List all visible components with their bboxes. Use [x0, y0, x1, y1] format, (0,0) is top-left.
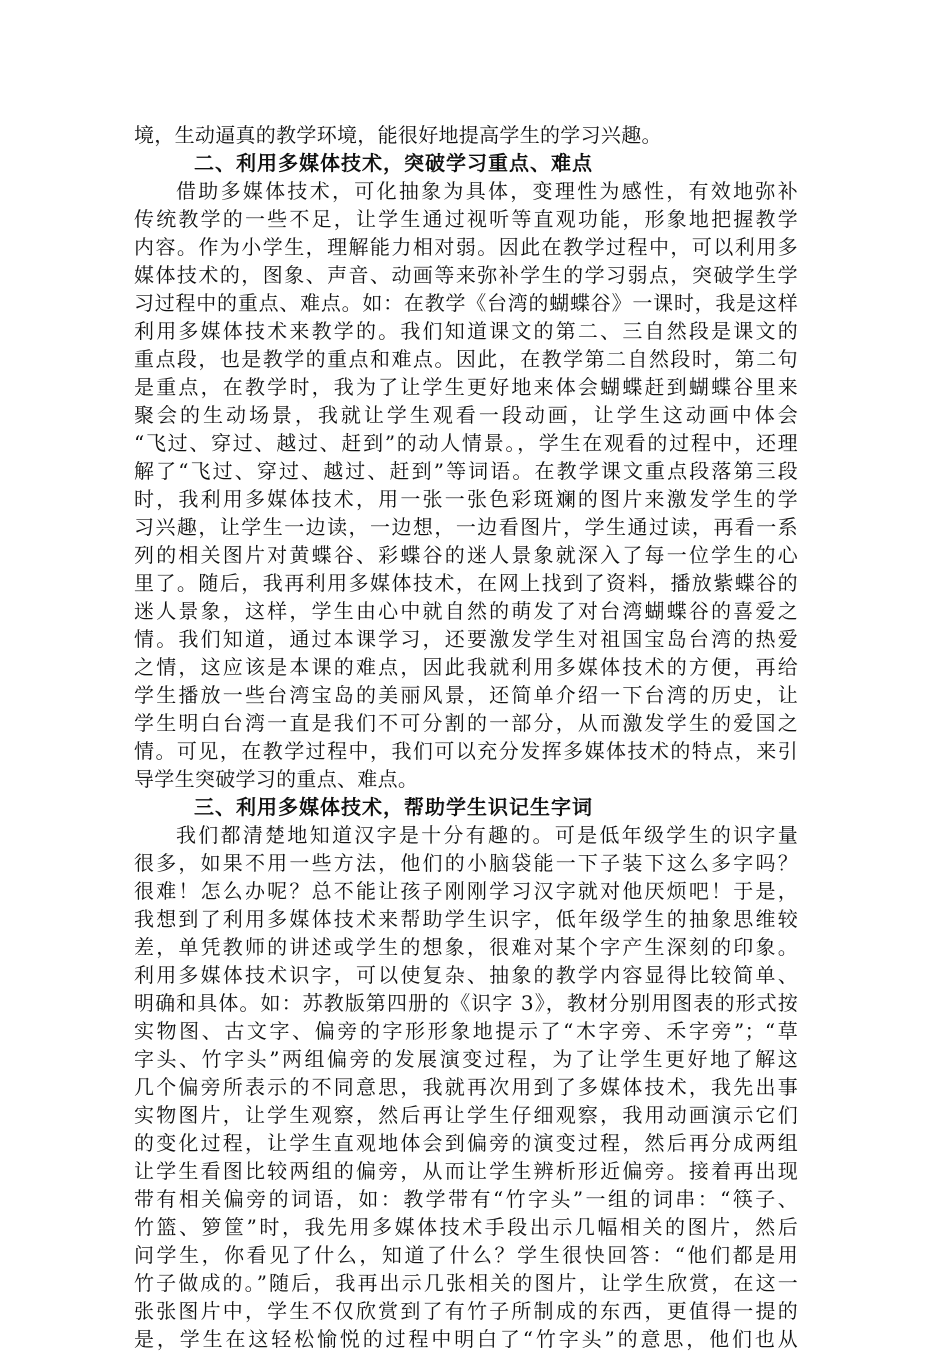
paragraph-line: 内容。作为小学生，理解能力相对弱。因此在教学过程中，可以利用多: [134, 235, 798, 259]
paragraph-line: 境，生动逼真的教学环境，能很好地提高学生的学习兴趣。: [134, 123, 662, 147]
paragraph-line: 竹篮、箩筐”时，我先用多媒体技术手段出示几幅相关的图片，然后: [134, 1215, 798, 1239]
paragraph-line: 聚会的生动场景，我就让学生观看一段动画，让学生这动画中体会: [134, 403, 798, 427]
paragraph-line: 习过程中的重点、难点。如：在教学《台湾的蝴蝶谷》一课时，我是这样: [134, 291, 798, 315]
paragraph-line: 几个偏旁所表示的不同意思，我就再次用到了多媒体技术，我先出事: [134, 1075, 798, 1099]
paragraph-line: 是重点，在教学时，我为了让学生更好地来体会蝴蝶赶到蝴蝶谷里来: [134, 375, 798, 399]
paragraph-line: 的变化过程，让学生直观地体会到偏旁的演变过程，然后再分成两组: [134, 1131, 798, 1155]
paragraph-line: 学生播放一些台湾宝岛的美丽风景，还简单介绍一下台湾的历史，让: [134, 683, 798, 707]
paragraph-line: 导学生突破学习的重点、难点。: [134, 767, 419, 791]
paragraph-line: 重点段，也是教学的重点和难点。因此，在教学第二自然段时，第二句: [134, 347, 798, 371]
paragraph-line: 利用多媒体技术识字，可以使复杂、抽象的教学内容显得比较简单、: [134, 963, 798, 987]
paragraph-line: 问学生，你看见了什么，知道了什么？学生很快回答：“他们都是用: [134, 1243, 798, 1267]
paragraph-line: “飞过、穿过、越过、赶到”的动人情景。，学生在观看的过程中，还理: [134, 431, 798, 455]
paragraph-line: 时，我利用多媒体技术，用一张一张色彩斑斓的图片来激发学生的学: [134, 487, 798, 511]
paragraph-line: 差，单凭教师的讲述或学生的想象，很难对某个字产生深刻的印象。: [134, 935, 798, 959]
paragraph-line: 里了。随后，我再利用多媒体技术，在网上找到了资料，播放紫蝶谷的: [134, 571, 798, 595]
paragraph-line: 带有相关偏旁的词语，如：教学带有“竹字头”一组的词串：“筷子、: [134, 1187, 798, 1211]
paragraph-line: 情。我们知道，通过本课学习，还要激发学生对祖国宝岛台湾的热爱: [134, 627, 798, 651]
paragraph-line: 实物图片，让学生观察，然后再让学生仔细观察，我用动画演示它们: [134, 1103, 798, 1127]
paragraph-line: 之情，这应该是本课的难点，因此我就利用多媒体技术的方便，再给: [134, 655, 798, 679]
section-2-paragraph: [134, 177, 798, 793]
paragraph-line: 列的相关图片对黄蝶谷、彩蝶谷的迷人景象就深入了每一位学生的心: [134, 543, 798, 567]
paragraph-line: 让学生看图比较两组的偏旁，从而让学生辨析形近偏旁。接着再出现: [134, 1159, 798, 1183]
paragraph-line: 竹子做成的。”随后，我再出示几张相关的图片，让学生欣赏，在这一: [134, 1271, 798, 1295]
paragraph-line: 是，学生在这轻松愉悦的过程中明白了“竹字头”的意思，他们也从: [134, 1327, 798, 1351]
paragraph-line: 张张图片中，学生不仅欣赏到了有竹子所制成的东西，更值得一提的: [134, 1299, 798, 1323]
paragraph-line: 情。可见，在教学过程中，我们可以充分发挥多媒体技术的特点，来引: [134, 739, 798, 763]
paragraph-line: 字头、竹字头”两组偏旁的发展演变过程，为了让学生更好地了解这: [134, 1047, 798, 1071]
paragraph-line: 我们都清楚地知道汉字是十分有趣的。可是低年级学生的识字量: [176, 823, 798, 847]
paragraph-line: 我想到了利用多媒体技术来帮助学生识字，低年级学生的抽象思维较: [134, 907, 798, 931]
paragraph-line: 迷人景象，这样，学生由心中就自然的萌发了对台湾蝴蝶谷的喜爱之: [134, 599, 798, 623]
paragraph-line: 学生明白台湾一直是我们不可分割的一部分，从而激发学生的爱国之: [134, 711, 798, 735]
paragraph-line: 传统教学的一些不足，让学生通过视听等直观功能，形象地把握教学: [134, 207, 798, 231]
paragraph-line: 借助多媒体技术，可化抽象为具体，变理性为感性，有效地弥补: [176, 179, 798, 203]
paragraph-line: 习兴趣，让学生一边读，一边想，一边看图片，学生通过读，再看一系: [134, 515, 798, 539]
section-heading: 二、利用多媒体技术，突破学习重点、难点: [194, 151, 593, 175]
document-body: [134, 121, 798, 1353]
paragraph-line: 媒体技术的，图象、声音、动画等来弥补学生的学习弱点，突破学生学: [134, 263, 798, 287]
paragraph-line: 明确和具体。如：苏教版第四册的《识字 3》，教材分别用图表的形式按: [134, 991, 798, 1015]
paragraph-line: 很难！怎么办呢？总不能让孩子刚刚学习汉字就对他厌烦吧！于是，: [134, 879, 798, 903]
paragraph-line: 实物图、古文字、偏旁的字形形象地提示了“木字旁、禾字旁”；“草: [134, 1019, 798, 1043]
paragraph-line: 很多，如果不用一些方法，他们的小脑袋能一下子装下这么多字吗？: [134, 851, 798, 875]
paragraph-line: 解了“飞过、穿过、越过、赶到”等词语。在教学课文重点段落第三段: [134, 459, 798, 483]
section-heading: 三、利用多媒体技术，帮助学生识记生字词: [194, 795, 593, 819]
paragraph-line: 利用多媒体技术来教学的。我们知道课文的第二、三自然段是课文的: [134, 319, 798, 343]
section-3-paragraph: [134, 821, 798, 1353]
